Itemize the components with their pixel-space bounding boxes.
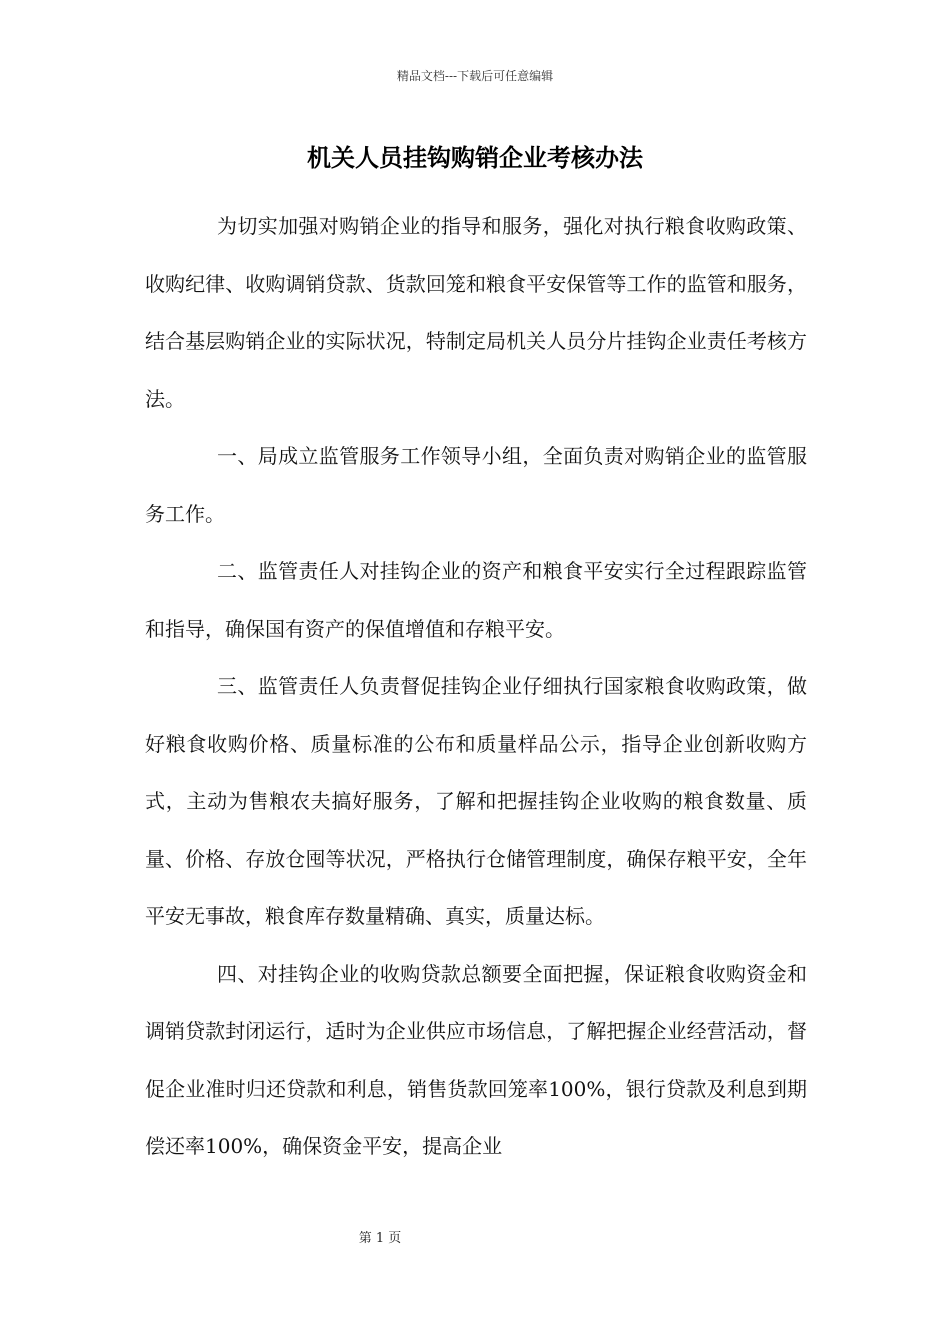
paragraph-item-4: 四、对挂钩企业的收购贷款总额要全面把握，保证粮食收购资金和调销贷款封闭运行，适时为企业供应市场信息，了解把握企业经营活动，督促企业准时归还贷款和利息，销售货款回笼率100%，银行贷款及利息到期偿还率100%，确保资金平安，提高企业	[145, 961, 807, 1158]
page-number: 第 1 页	[358, 1231, 402, 1246]
document-body	[145, 198, 807, 1176]
paragraph-item-2: 二、监管责任人对挂钩企业的资产和粮食平安实行全过程跟踪监管和指导，确保国有资产的保值增值和存粮平安。	[145, 559, 807, 641]
page-header: 精品文档---下载后可任意编辑	[396, 69, 554, 83]
paragraph-item-3: 三、监管责任人负责督促挂钩企业仔细执行国家粮食收购政策，做好粮食收购价格、质量标准的公布和质量样品公示，指导企业创新收购方式，主动为售粮农夫搞好服务，了解和把握挂钩企业收购的粮食数量、质量、价格、存放仓囤等状况，严格执行仓储管理制度，确保存粮平安，全年平安无事故，粮食库存数量精确、真实，质量达标。	[145, 674, 807, 928]
document-title: 机关人员挂钩购销企业考核办法	[307, 143, 643, 172]
paragraph-intro: 为切实加强对购销企业的指导和服务，强化对执行粮食收购政策、收购纪律、收购调销贷款、货款回笼和粮食平安保管等工作的监管和服务，结合基层购销企业的实际状况，特制定局机关人员分片挂钩企业责任考核方法。	[145, 214, 807, 411]
paragraph-item-1: 一、局成立监管服务工作领导小组，全面负责对购销企业的监管服务工作。	[145, 444, 807, 526]
